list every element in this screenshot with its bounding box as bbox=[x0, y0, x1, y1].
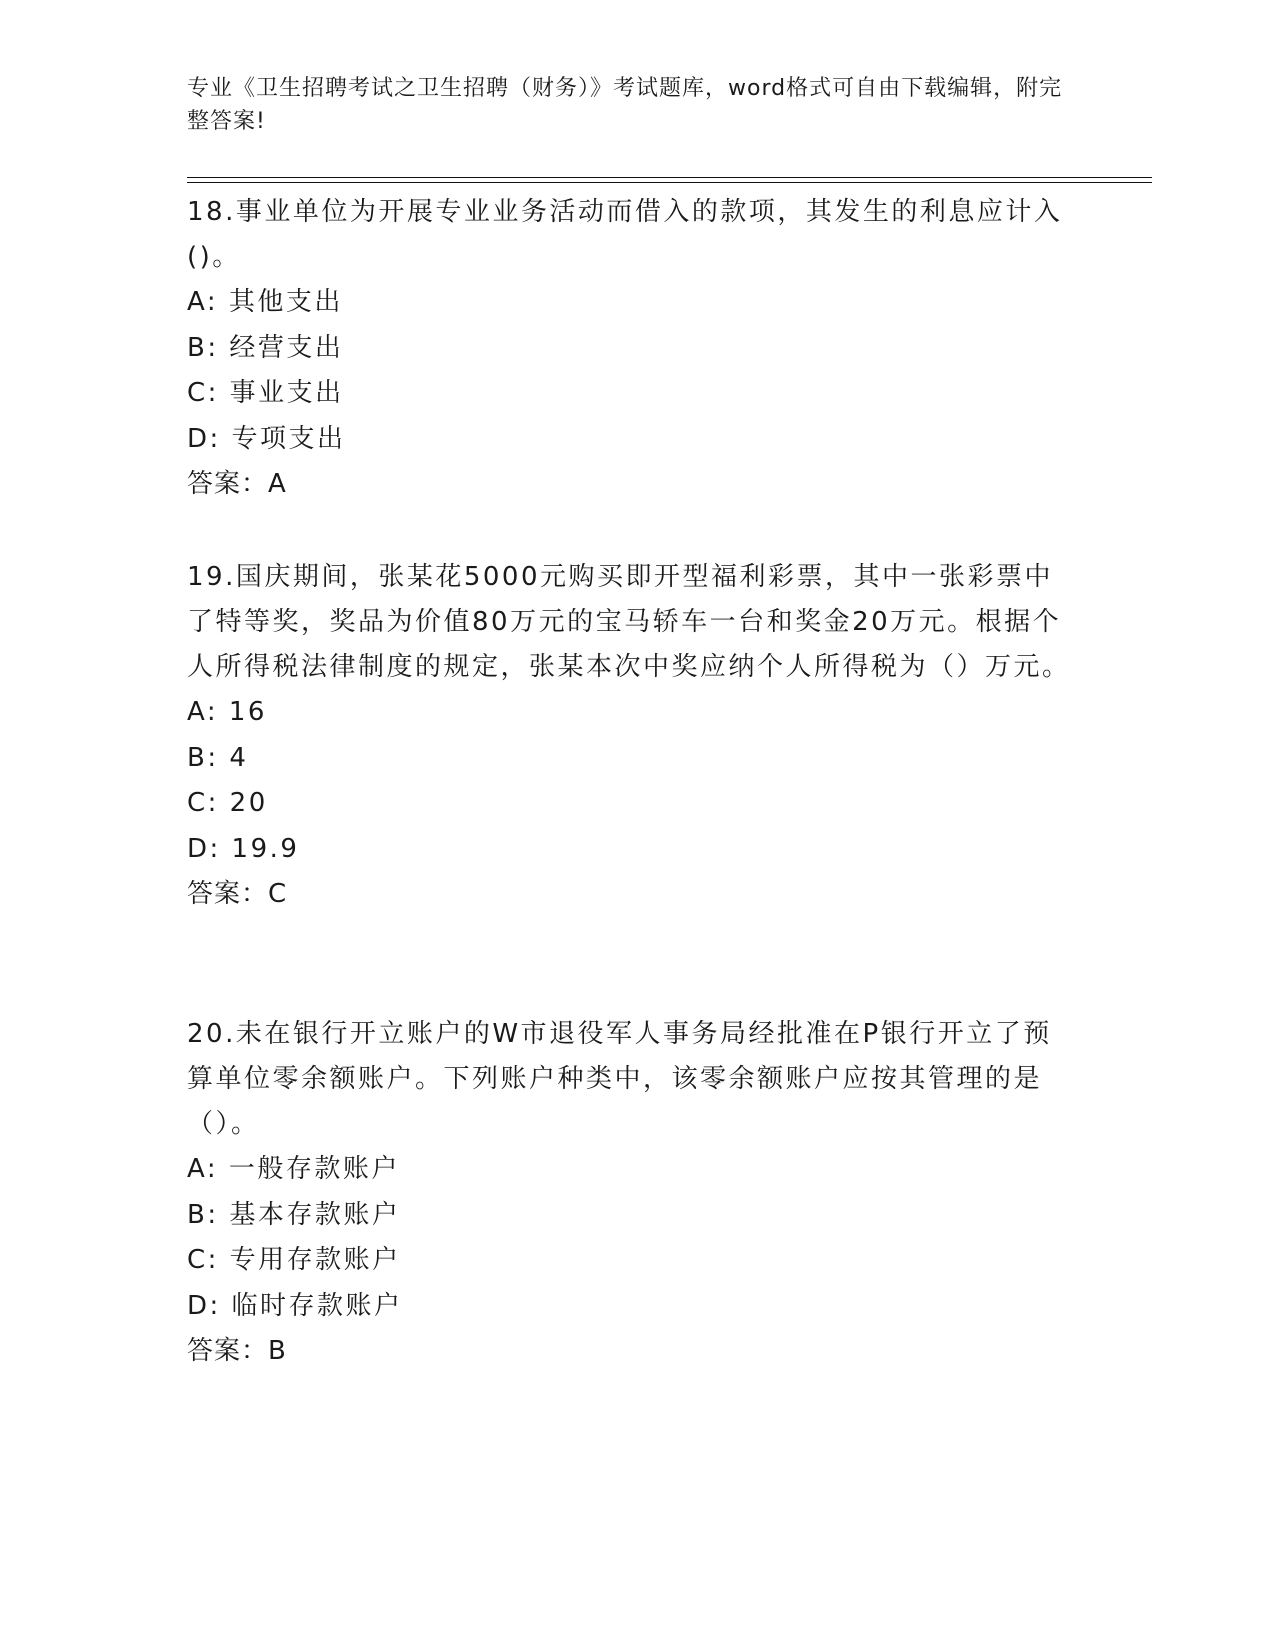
option-a: A: 一般存款账户 bbox=[187, 1154, 400, 1184]
header-divider-bottom bbox=[187, 182, 1152, 183]
question-stem: 20.未在银行开立账户的W市退役军人事务局经批准在P银行开立了预算单位零余额账户。下列账户种类中，该零余额账户应按其管理的是（）。 bbox=[187, 1019, 1052, 1139]
question-19 bbox=[187, 555, 1077, 918]
option-d: D: 19.9 bbox=[187, 833, 300, 864]
document-header: 专业《卫生招聘考试之卫生招聘（财务）》考试题库，word格式可自由下载编辑，附完整答案! bbox=[187, 76, 1063, 134]
option-c: C: 专用存款账户 bbox=[187, 1245, 401, 1275]
option-a: A: 其他支出 bbox=[187, 287, 343, 317]
option-a: A: 16 bbox=[187, 697, 267, 727]
option-c: C: 事业支出 bbox=[187, 378, 344, 408]
question-18 bbox=[187, 190, 1077, 508]
option-d: D: 专项支出 bbox=[187, 423, 346, 454]
answer-line: 答案：B bbox=[187, 1336, 287, 1366]
answer-line: 答案：C bbox=[187, 879, 288, 909]
question-stem: 19.国庆期间，张某花5000元购买即开型福利彩票，其中一张彩票中了特等奖，奖品为价值80万元的宝马轿车一台和奖金20万元。根据个人所得税法律制度的规定，张某本次中奖应纳个人所得税为（）万元。 bbox=[187, 562, 1071, 682]
answer-line: 答案：A bbox=[187, 469, 287, 499]
question-stem: 18.事业单位为开展专业业务活动而借入的款项，其发生的利息应计入()。 bbox=[187, 197, 1063, 272]
option-b: B: 经营支出 bbox=[187, 332, 344, 363]
option-c: C: 20 bbox=[187, 788, 268, 818]
question-20 bbox=[187, 1012, 1077, 1375]
header-divider-top bbox=[187, 177, 1152, 178]
option-b: B: 基本存款账户 bbox=[187, 1199, 401, 1230]
option-d: D: 临时存款账户 bbox=[187, 1290, 403, 1321]
option-b: B: 4 bbox=[187, 742, 249, 773]
